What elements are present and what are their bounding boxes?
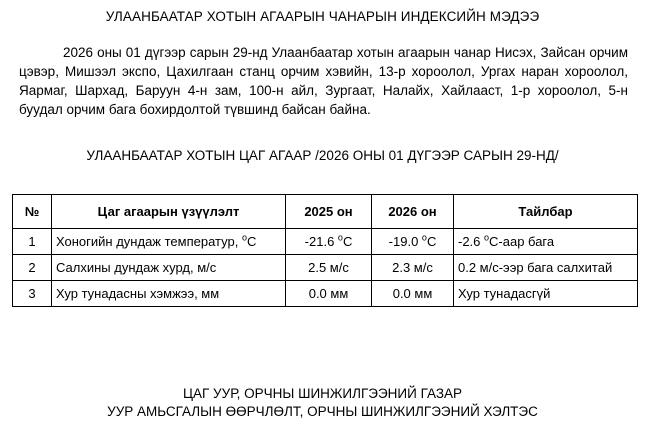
table-row <box>13 255 638 281</box>
value-unit: C <box>426 234 437 249</box>
degree-sup: о <box>241 232 247 243</box>
header-indicator: Цаг агаарын үзүүлэлт <box>52 195 286 229</box>
header-2026: 2026 он <box>372 195 454 229</box>
table-header-row <box>13 195 638 229</box>
row-indicator: Хур тунадасны хэмжээ, мм <box>52 281 286 307</box>
note-rest: С-аар бага <box>489 234 555 249</box>
footer-department: УУР АМЬСГАЛЫН ӨӨРЧЛӨЛТ, ОРЧНЫ ШИНЖИЛГЭЭНИЙ ХЭЛТЭС <box>107 404 538 419</box>
header-2025: 2025 он <box>286 195 372 229</box>
footer-agency: ЦАГ УУР, ОРЧНЫ ШИНЖИЛГЭЭНИЙ ГАЗАР <box>182 386 462 401</box>
row-number: 1 <box>13 229 52 255</box>
header-number: № <box>13 195 52 229</box>
row-2025-value: 2.5 м/с <box>286 255 372 281</box>
indicator-unit: C <box>246 234 257 249</box>
header-note: Тайлбар <box>454 195 638 229</box>
weather-table-title: УЛААНБААТАР ХОТЫН ЦАГ АГААР /2026 ОНЫ 01 ДҮГЭЭР САРЫН 29-НД/ <box>86 148 559 163</box>
table-row <box>13 229 638 255</box>
degree-sup: о <box>421 232 427 243</box>
value-unit: C <box>342 234 353 249</box>
document-title: УЛААНБААТАР ХОТЫН АГААРЫН ЧАНАРЫН ИНДЕКСИЙН МЭДЭЭ <box>105 9 540 24</box>
value-text: -19.0 <box>388 234 422 249</box>
note-text: -2.6 <box>458 234 485 249</box>
row-indicator <box>52 229 286 255</box>
degree-sup: о <box>484 232 490 243</box>
row-indicator: Салхины дундаж хурд, м/с <box>52 255 286 281</box>
row-number: 3 <box>13 281 52 307</box>
row-note <box>454 229 638 255</box>
row-2025-value <box>286 229 372 255</box>
row-number: 2 <box>13 255 52 281</box>
row-2026-value: 2.3 м/с <box>372 255 454 281</box>
row-2025-value: 0.0 мм <box>286 281 372 307</box>
air-quality-paragraph: 2026 оны 01 дүгээр сарын 29-нд Улаанбаатар хотын агаарын чанар Нисэх, Зайсан орчим цэвэр, Мишээл экспо, Цахилгаан станц орчим хэвийн, 13-р хороолол, Ургах наран хороолол, Яармаг, Шархад, Баруун 4-н зам, 100-н айл, Зургаат, Налайх, Хайлааст, 1-р хороолол, 5-н буудал орчим бага бохирдолтой түвшинд байсан байна. <box>19 45 628 117</box>
row-note: Хур тунадасгүй <box>454 281 638 307</box>
row-2026-value <box>372 229 454 255</box>
row-note: 0.2 м/с-ээр бага салхитай <box>454 255 638 281</box>
row-2026-value: 0.0 мм <box>372 281 454 307</box>
table-row <box>13 281 638 307</box>
indicator-text: Хоногийн дундаж температур, <box>56 234 242 249</box>
degree-sup: о <box>337 232 343 243</box>
value-text: -21.6 <box>304 234 338 249</box>
weather-table <box>12 194 638 307</box>
